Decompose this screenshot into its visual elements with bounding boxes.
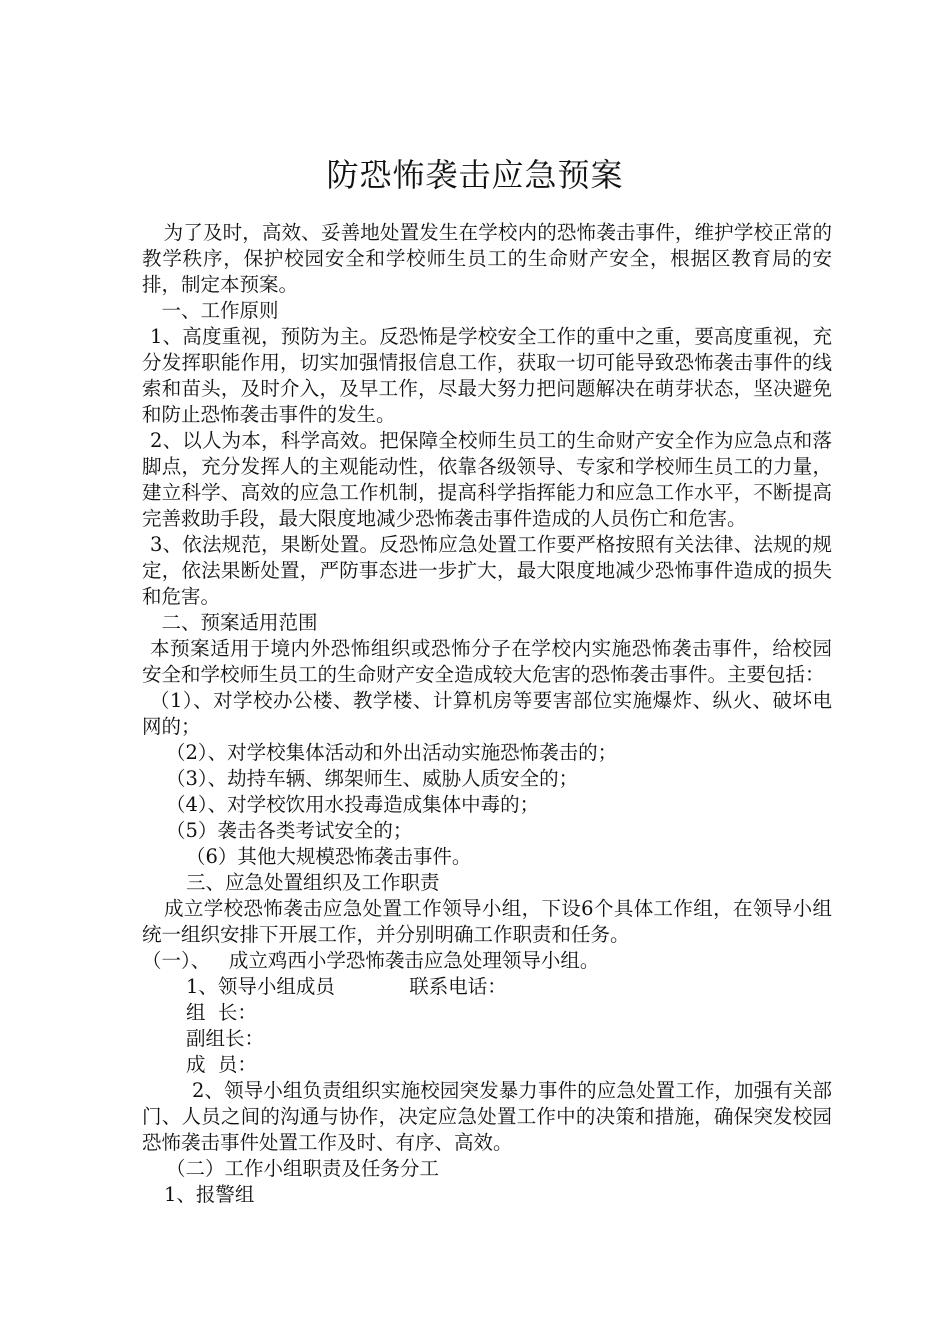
section-heading-principles: 一、工作原则 [142,299,279,322]
leading-group-members-label: 1、领导小组成员 联系电话： [186,975,507,998]
deputy-leader-label: 副组长： [186,1027,265,1050]
principle-1-paragraph: 1、高度重视，预防为主。反恐怖是学校安全工作的重中之重，要高度重视，充分发挥职能作用，切实加强情报信息工作，获取一切可能导致恐怖袭击事件的线索和苗头，及时介入，及早工作，尽最大努力把问题解决在萌芽状态，坚决避免和防止恐怖袭击事件的发生。 [142,325,832,426]
section-heading-scope: 二、预案适用范围 [142,611,318,634]
members-label: 成 员： [186,1053,257,1076]
scope-paragraph: 本预案适用于境内外恐怖组织或恐怖分子在学校内实施恐怖袭击事件，给校园安全和学校师生员工的生命财产安全造成较大危害的恐怖袭击事件。主要包括： [142,637,832,686]
leader-label: 组 长： [186,1001,257,1024]
list-item: （5）袭击各类考试安全的； [166,819,413,842]
list-item: （6）其他大规模恐怖袭击事件。 [186,845,472,868]
subsection-heading-working-groups: （二）工作小组职责及任务分工 [166,1157,440,1180]
intro-paragraph: 为了及时，高效、妥善地处置发生在学校内的恐怖袭击事件，维护学校正常的教学秩序，保护校园安全和学校师生员工的生命财产安全，根据区教育局的安排，制定本预案。 [142,221,832,296]
document-body [142,220,832,1208]
list-item: （4）、对学校饮用水投毒造成集体中毒的； [166,793,540,816]
principle-3-paragraph: 3、依法规范，果断处置。反恐怖应急处置工作要严格按照有关法律、法规的规定，依法果断处置，严防事态进一步扩大，最大限度地减少恐怖事件造成的损失和危害。 [142,533,832,608]
principle-2-paragraph: 2、以人为本，科学高效。把保障全校师生员工的生命财产安全作为应急点和落脚点，充分发挥人的主观能动性，依靠各级领导、专家和学校师生员工的力量，建立科学、高效的应急工作机制，提高科学指挥能力和应急工作水平，不断提高完善救助手段，最大限度地减少恐怖袭击事件造成的人员伤亡和危害。 [142,429,832,530]
group-heading-alarm: 1、报警组 [164,1183,255,1206]
subsection-heading-leading-group: （一）、 成立鸡西小学恐怖袭击应急处理领导小组。 [142,949,600,972]
list-item: （1）、对学校办公楼、教学楼、计算机房等要害部位实施爆炸、纵火、破坏电网的； [142,689,832,738]
list-item: （3）、劫持车辆、绑架师生、威胁人质安全的； [166,767,579,790]
section-heading-organization: 三、应急处置组织及工作职责 [186,871,440,894]
document-title: 防恐怖袭击应急预案 [326,156,624,194]
organization-paragraph: 成立学校恐怖袭击应急处置工作领导小组，下设6个具体工作组，在领导小组统一组织安排下开展工作，并分别明确工作职责和任务。 [142,897,832,946]
list-item: （2）、对学校集体活动和外出活动实施恐怖袭击的； [166,741,618,764]
leading-group-duty-paragraph: 2、领导小组负责组织实施校园突发暴力事件的应急处置工作，加强有关部门、人员之间的沟通与协作，决定应急处置工作中的决策和措施，确保突发校园恐怖袭击事件处置工作及时、有序、高效。 [142,1079,832,1154]
